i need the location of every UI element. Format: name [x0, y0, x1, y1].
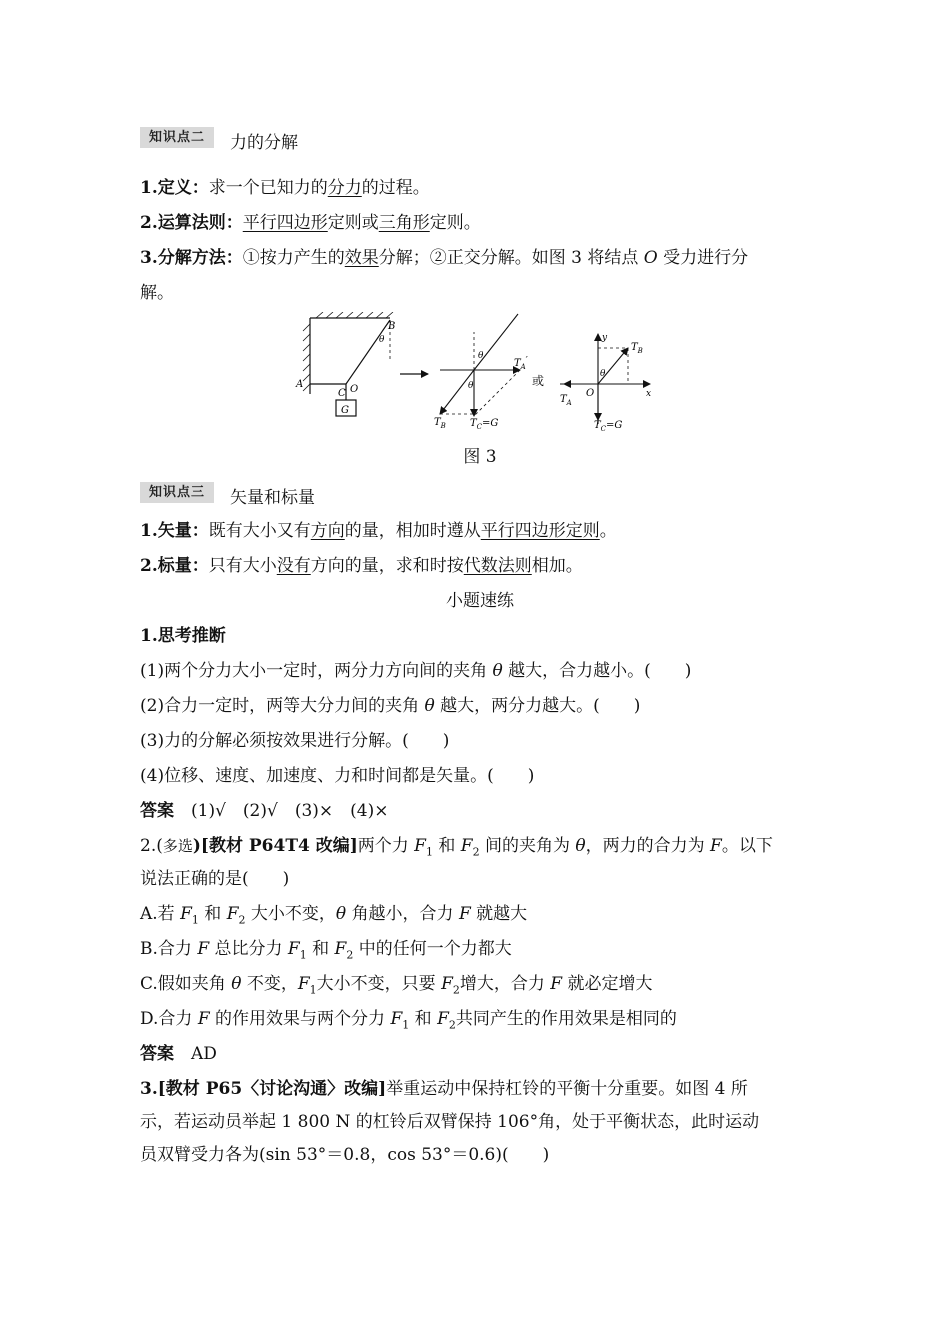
question-1-3: (3)力的分解必须按效果进行分解。( ) [140, 731, 450, 751]
F2-symbol: F [460, 836, 473, 856]
vector-label: 1.矢量： [140, 521, 209, 541]
F2-symbol: F [437, 1009, 449, 1029]
question-1-1 [140, 659, 820, 683]
question-3 [140, 1077, 820, 1101]
text: 只有大小 [208, 556, 277, 576]
underlined-term: 平行四边形 [242, 213, 328, 233]
text: 求一个已知力的 [208, 178, 328, 198]
label-O-1: O [350, 384, 359, 395]
sub: 2 [346, 948, 354, 962]
option-A [140, 902, 820, 932]
text: 受力进行分 [663, 248, 749, 268]
text: O [643, 248, 658, 268]
option-D [140, 1007, 820, 1037]
section-badge-3: 知识点三 [140, 482, 214, 503]
text: 方向的量，求和时按 [310, 556, 464, 576]
label-TB-1: $T_B$ [434, 417, 446, 430]
text: C.假如夹角 [140, 974, 226, 994]
text: 的过程。 [361, 178, 430, 198]
text: 和 [204, 904, 222, 924]
text: B.合力 [140, 939, 192, 959]
text: 增大，合力 [459, 974, 545, 994]
label-B: B [388, 321, 396, 332]
label-A: A [296, 379, 304, 390]
theta-symbol: θ [575, 836, 586, 856]
text: 定则。 [429, 213, 481, 233]
definition-label: 1.定义： [140, 178, 209, 198]
text: 越大，合力越小。( ) [508, 661, 692, 681]
question-2 [140, 834, 820, 864]
label-theta-3: θ [468, 381, 474, 391]
F1-symbol: F [414, 836, 426, 856]
text: 和 [312, 939, 330, 959]
scalar-label: 2.标量： [140, 556, 209, 576]
answer-1 [140, 799, 820, 823]
question-1-label: 1.思考推断 [140, 626, 226, 646]
sub: 1 [425, 845, 433, 859]
sub: 2 [472, 845, 480, 859]
option-C [140, 972, 820, 1002]
text: 总比分力 [214, 939, 283, 959]
underlined-term: 三角形 [378, 213, 430, 233]
underlined-term: 效果 [344, 248, 379, 268]
section-title-2: 力的分解 [230, 133, 298, 153]
sub: 1 [309, 983, 317, 997]
question-1-4: (4)位移、速度、加速度、力和时间都是矢量。( ) [140, 766, 535, 786]
underlined-term: 方向 [310, 521, 345, 541]
text: 就必定增大 [567, 974, 653, 994]
text: 既有大小又有 [208, 521, 311, 541]
F-symbol: F [197, 1009, 210, 1029]
label-y: y [602, 333, 608, 343]
figure-3-diagram [290, 312, 670, 437]
hanging-setup [303, 312, 396, 416]
text: 中的任何一个力都大 [358, 939, 512, 959]
theta-symbol: θ [424, 696, 435, 716]
label-theta-2: θ [478, 351, 484, 361]
method-label: 3.分解方法： [140, 248, 243, 268]
text: 间的夹角为 [484, 836, 570, 856]
text: 和 [414, 1009, 432, 1029]
text: 分解；②正交分解。如图 3 将结点 [378, 248, 639, 268]
text: 角越小，合力 [351, 904, 454, 924]
label-TA-2: $T_A$ [560, 394, 572, 407]
label-TB-2: $T_B$ [631, 342, 643, 355]
underlined-term: 没有 [276, 556, 311, 576]
label-theta-4: θ [600, 369, 606, 379]
text: (2)合力一定时，两等大分力间的夹角 [140, 696, 420, 716]
scalar-line [140, 554, 820, 578]
practice-title: 小题速练 [446, 591, 514, 611]
answer-text: (1)√ (2)√ (3)× (4)× [191, 801, 389, 821]
F1-symbol: F [390, 1009, 403, 1029]
F2-symbol: F [334, 939, 347, 959]
text: 就越大 [476, 904, 528, 924]
definition-line [140, 176, 820, 200]
text: 越大，两分力越大。( ) [440, 696, 641, 716]
section-title-3: 矢量和标量 [230, 488, 315, 508]
sub: 1 [402, 1018, 410, 1032]
text: 相加。 [531, 556, 583, 576]
text: 。以下 [721, 836, 773, 856]
rule-label: 2.运算法则： [140, 213, 243, 233]
F-symbol: F [458, 904, 471, 924]
answer-text: AD [191, 1044, 217, 1064]
method-line-cont: 解。 [140, 283, 174, 303]
source-tag: )[教材 P64T4 改编] [192, 836, 358, 856]
multi-select-tag: 多选 [162, 837, 193, 855]
theta-symbol: θ [492, 661, 503, 681]
question-2-cont: 说法正确的是( ) [140, 869, 290, 889]
F1-symbol: F [180, 904, 192, 924]
text: 两个力 [357, 836, 409, 856]
text: 定则或 [327, 213, 379, 233]
vector-line [140, 519, 820, 543]
F-symbol: F [710, 836, 722, 856]
rule-line [140, 211, 820, 235]
text: 和 [438, 836, 456, 856]
F-symbol: F [550, 974, 563, 994]
underlined-term: 分力 [327, 178, 362, 198]
figure-caption: 图 3 [463, 447, 497, 467]
sub: 2 [448, 1018, 456, 1032]
text: 不变， [246, 974, 298, 994]
effect-decomposition [440, 314, 520, 416]
F-symbol: F [197, 939, 210, 959]
theta-symbol: θ [335, 904, 347, 924]
section-badge-2: 知识点二 [140, 127, 214, 148]
answer-label: 答案 [140, 1044, 174, 1064]
label-x: x [646, 389, 652, 399]
text: 的作用效果与两个分力 [215, 1009, 386, 1029]
text: 大小不变， [250, 904, 336, 924]
label-TC-2: $T_C=G$ [594, 420, 623, 433]
theta-symbol: θ [231, 974, 242, 994]
text: 举重运动中保持杠铃的平衡十分重要。如图 4 所 [386, 1079, 748, 1099]
answer-2 [140, 1042, 820, 1066]
sub: 1 [299, 948, 307, 962]
sub: 1 [191, 913, 199, 927]
text: 大小不变，只要 [316, 974, 436, 994]
underlined-term: 平行四边形定则 [480, 521, 600, 541]
source-tag: 3.[教材 P65〈讨论沟通〉改编] [140, 1079, 387, 1099]
text: 共同产生的作用效果是相同的 [455, 1009, 677, 1029]
text: (1)两个分力大小一定时，两分力方向间的夹角 [140, 661, 488, 681]
underlined-term: 代数法则 [463, 556, 532, 576]
or-text: 或 [532, 374, 545, 388]
label-O-2: O [586, 388, 595, 399]
label-theta-1: θ [379, 335, 385, 345]
text: 。 [599, 521, 617, 541]
question-1-2 [140, 694, 820, 718]
label-TA: $T_A'$ [514, 356, 528, 371]
label-C: C [338, 388, 346, 399]
text: ①按力产生的 [242, 248, 345, 268]
answer-label: 答案 [140, 801, 174, 821]
option-B [140, 937, 820, 967]
question-3-line-2: 示，若运动员举起 1 800 N 的杠铃后双臂保持 106°角，处于平衡状态，此时运动 [140, 1112, 760, 1132]
F2-symbol: F [441, 974, 453, 994]
text: A.若 [140, 904, 175, 924]
F1-symbol: F [297, 974, 310, 994]
label-G: G [341, 405, 349, 416]
F2-symbol: F [226, 904, 239, 924]
text: 2.( [140, 836, 163, 856]
F1-symbol: F [287, 939, 300, 959]
text: ，两力的合力为 [585, 836, 705, 856]
sub: 2 [452, 983, 460, 997]
text: D.合力 [140, 1009, 193, 1029]
question-3-line-3: 员双臂受力各为(sin 53°＝0.8，cos 53°＝0.6)( ) [140, 1145, 550, 1165]
label-TC-1: $T_C=G$ [470, 418, 499, 431]
text: 的量，相加时遵从 [344, 521, 481, 541]
sub: 2 [238, 913, 246, 927]
method-line [140, 246, 820, 270]
